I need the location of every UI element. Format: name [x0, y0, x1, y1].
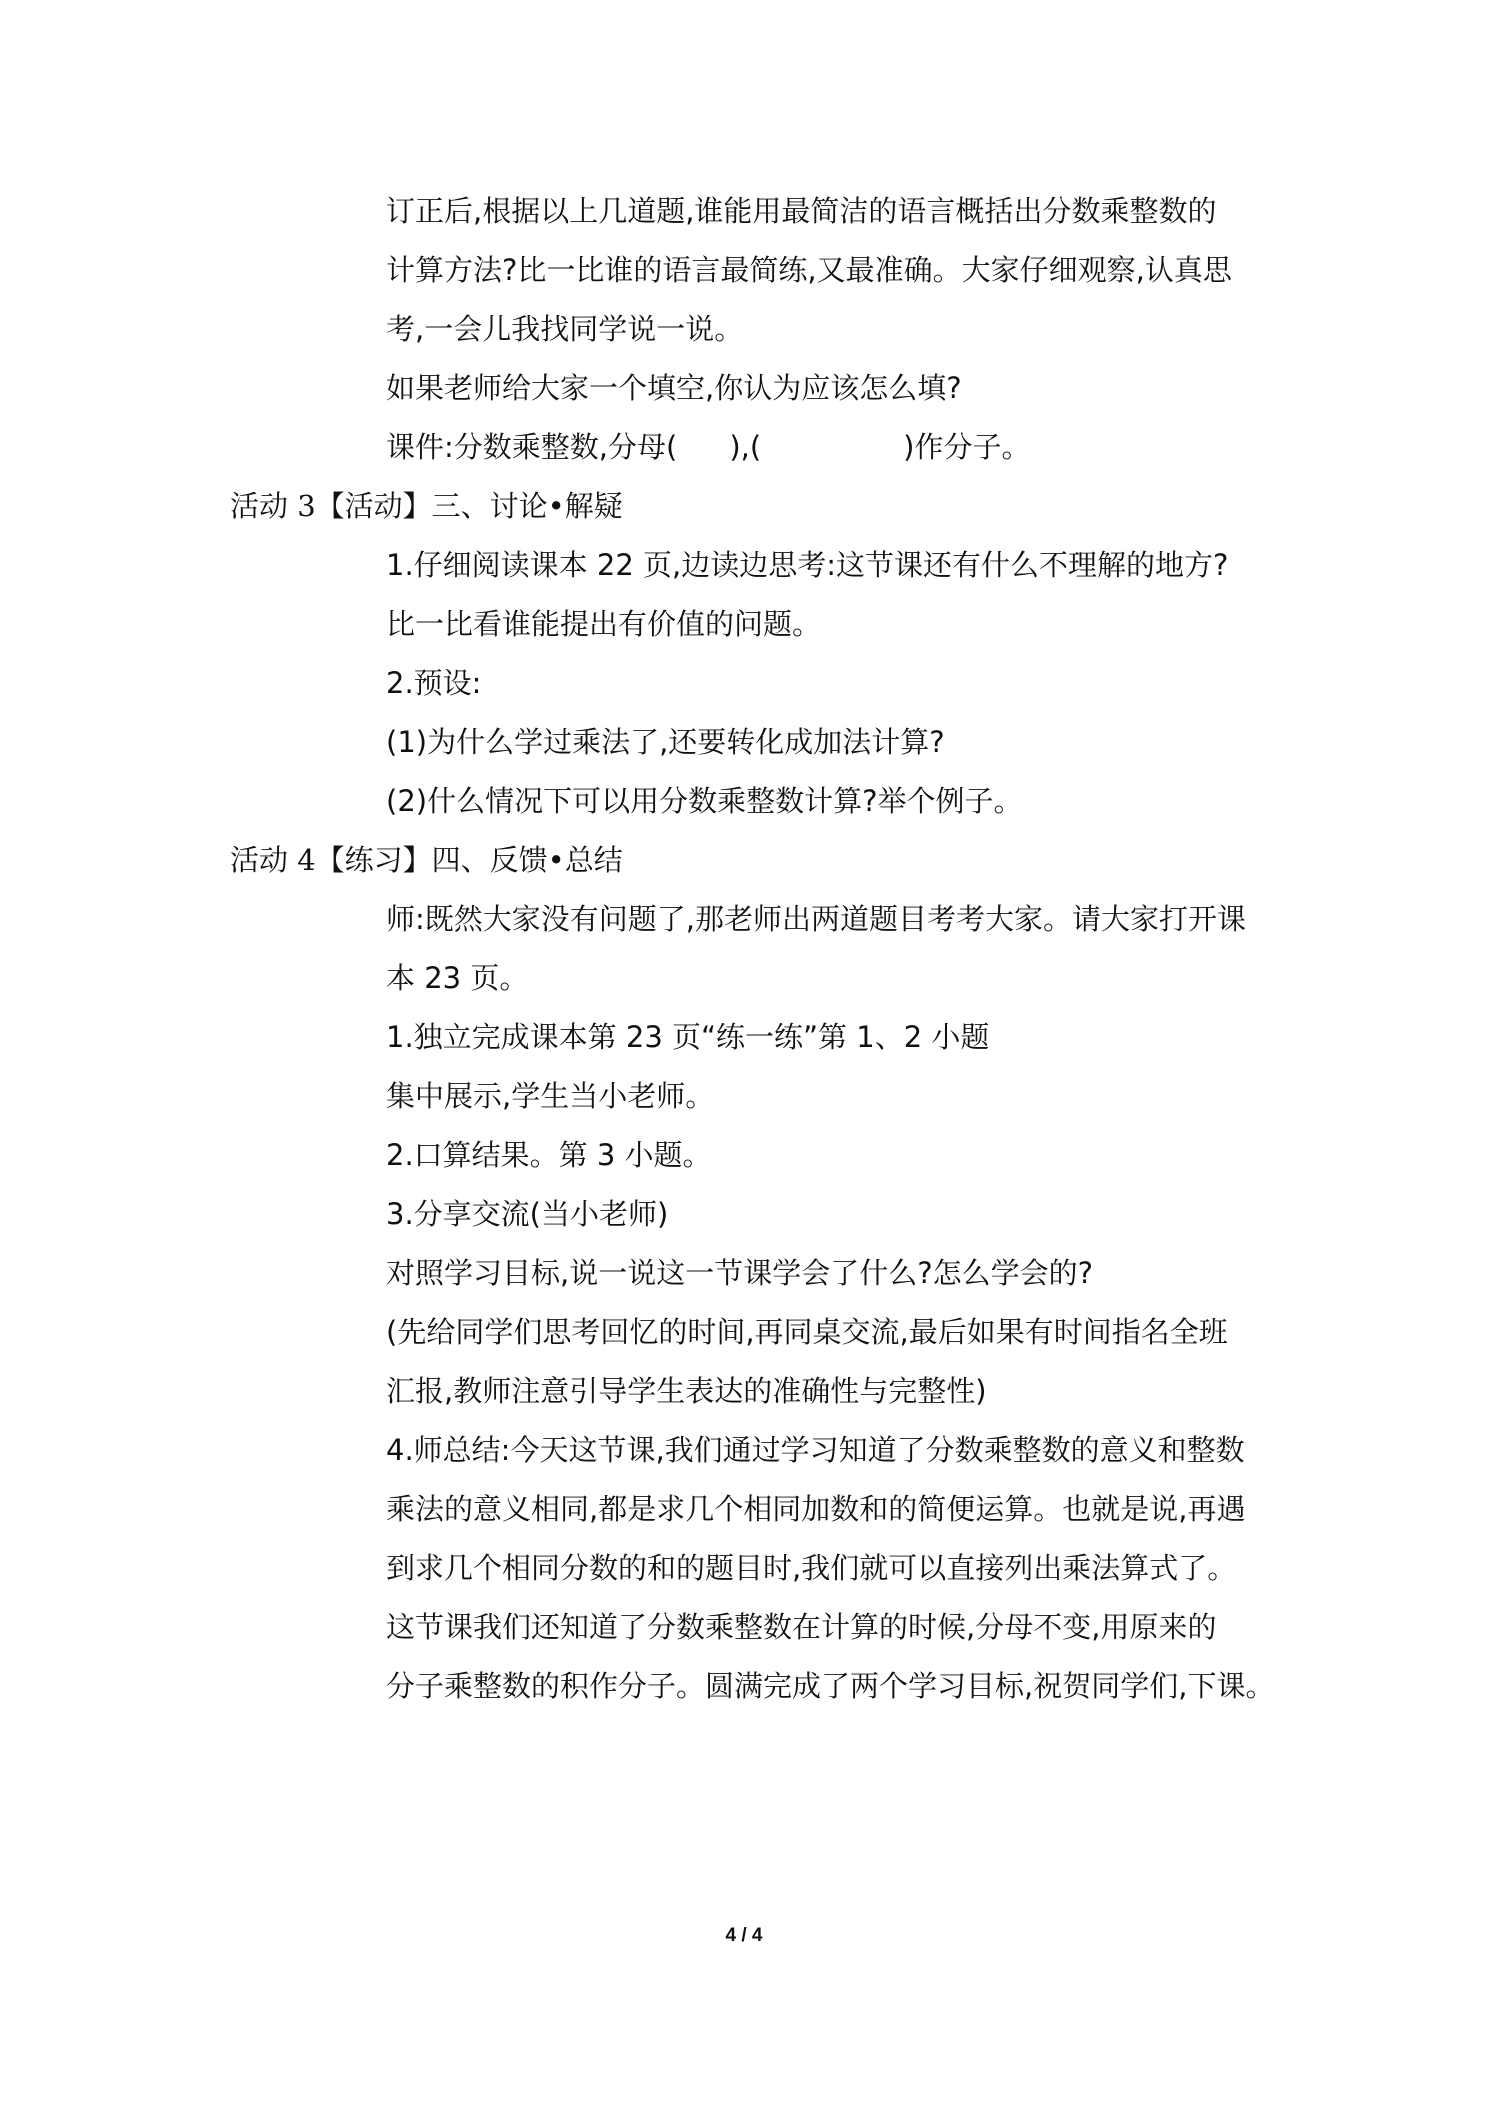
activity4-heading: 活动 4【练习】四、反馈•总结	[230, 843, 623, 877]
activity4-line-2: 本 23 页。	[386, 961, 529, 995]
activity4-line-6: 3.分享交流(当小老师)	[386, 1197, 669, 1231]
fill-blank-suffix: )作分子。	[903, 430, 1031, 464]
fill-blank-middle: ),(	[729, 430, 762, 464]
page-number: 4 / 4	[725, 1925, 763, 1946]
activity3-line-5: (2)什么情况下可以用分数乘整数计算?举个例子。	[386, 784, 1023, 818]
activity3-line-4: (1)为什么学过乘法了,还要转化成加法计算?	[386, 725, 945, 759]
intro-line-3: 考,一会儿我找同学说一说。	[386, 312, 744, 346]
activity4-line-3: 1.独立完成课本第 23 页“练一练”第 1、2 小题	[386, 1020, 990, 1054]
activity4-line-10: 4.师总结:今天这节课,我们通过学习知道了分数乘整数的意义和整数	[386, 1433, 1245, 1467]
activity4-line-5: 2.口算结果。第 3 小题。	[386, 1138, 712, 1172]
activity4-line-13: 这节课我们还知道了分数乘整数在计算的时候,分母不变,用原来的	[386, 1610, 1217, 1644]
activity3-heading: 活动 3【活动】三、讨论•解疑	[230, 489, 623, 523]
activity4-line-8: (先给同学们思考回忆的时间,再同桌交流,最后如果有时间指名全班	[386, 1315, 1228, 1349]
activity4-line-9: 汇报,教师注意引导学生表达的准确性与完整性)	[386, 1374, 987, 1408]
activity4-line-1: 师:既然大家没有问题了,那老师出两道题目考考大家。请大家打开课	[386, 902, 1246, 936]
activity4-line-14: 分子乘整数的积作分子。圆满完成了两个学习目标,祝贺同学们,下课。	[386, 1669, 1275, 1703]
activity4-line-12: 到求几个相同分数的和的题目时,我们就可以直接列出乘法算式了。	[386, 1551, 1237, 1585]
activity3-line-1: 1.仔细阅读课本 22 页,边读边思考:这节课还有什么不理解的地方?	[386, 548, 1229, 582]
activity3-line-3: 2.预设:	[386, 666, 482, 700]
activity3-line-2: 比一比看谁能提出有价值的问题。	[386, 607, 822, 641]
activity4-line-4: 集中展示,学生当小老师。	[386, 1079, 715, 1113]
intro-line-2: 计算方法?比一比谁的语言最简练,又最准确。大家仔细观察,认真思	[386, 253, 1232, 287]
intro-line-1: 订正后,根据以上几道题,谁能用最简洁的语言概括出分数乘整数的	[386, 194, 1217, 228]
fill-blank-line	[386, 427, 1031, 467]
fill-blank-prefix: 课件:分数乘整数,分母(	[386, 430, 678, 464]
activity4-line-7: 对照学习目标,说一说这一节课学会了什么?怎么学会的?	[386, 1256, 1094, 1290]
activity4-line-11: 乘法的意义相同,都是求几个相同加数和的简便运算。也就是说,再遇	[386, 1492, 1246, 1526]
intro-line-4: 如果老师给大家一个填空,你认为应该怎么填?	[386, 371, 962, 405]
